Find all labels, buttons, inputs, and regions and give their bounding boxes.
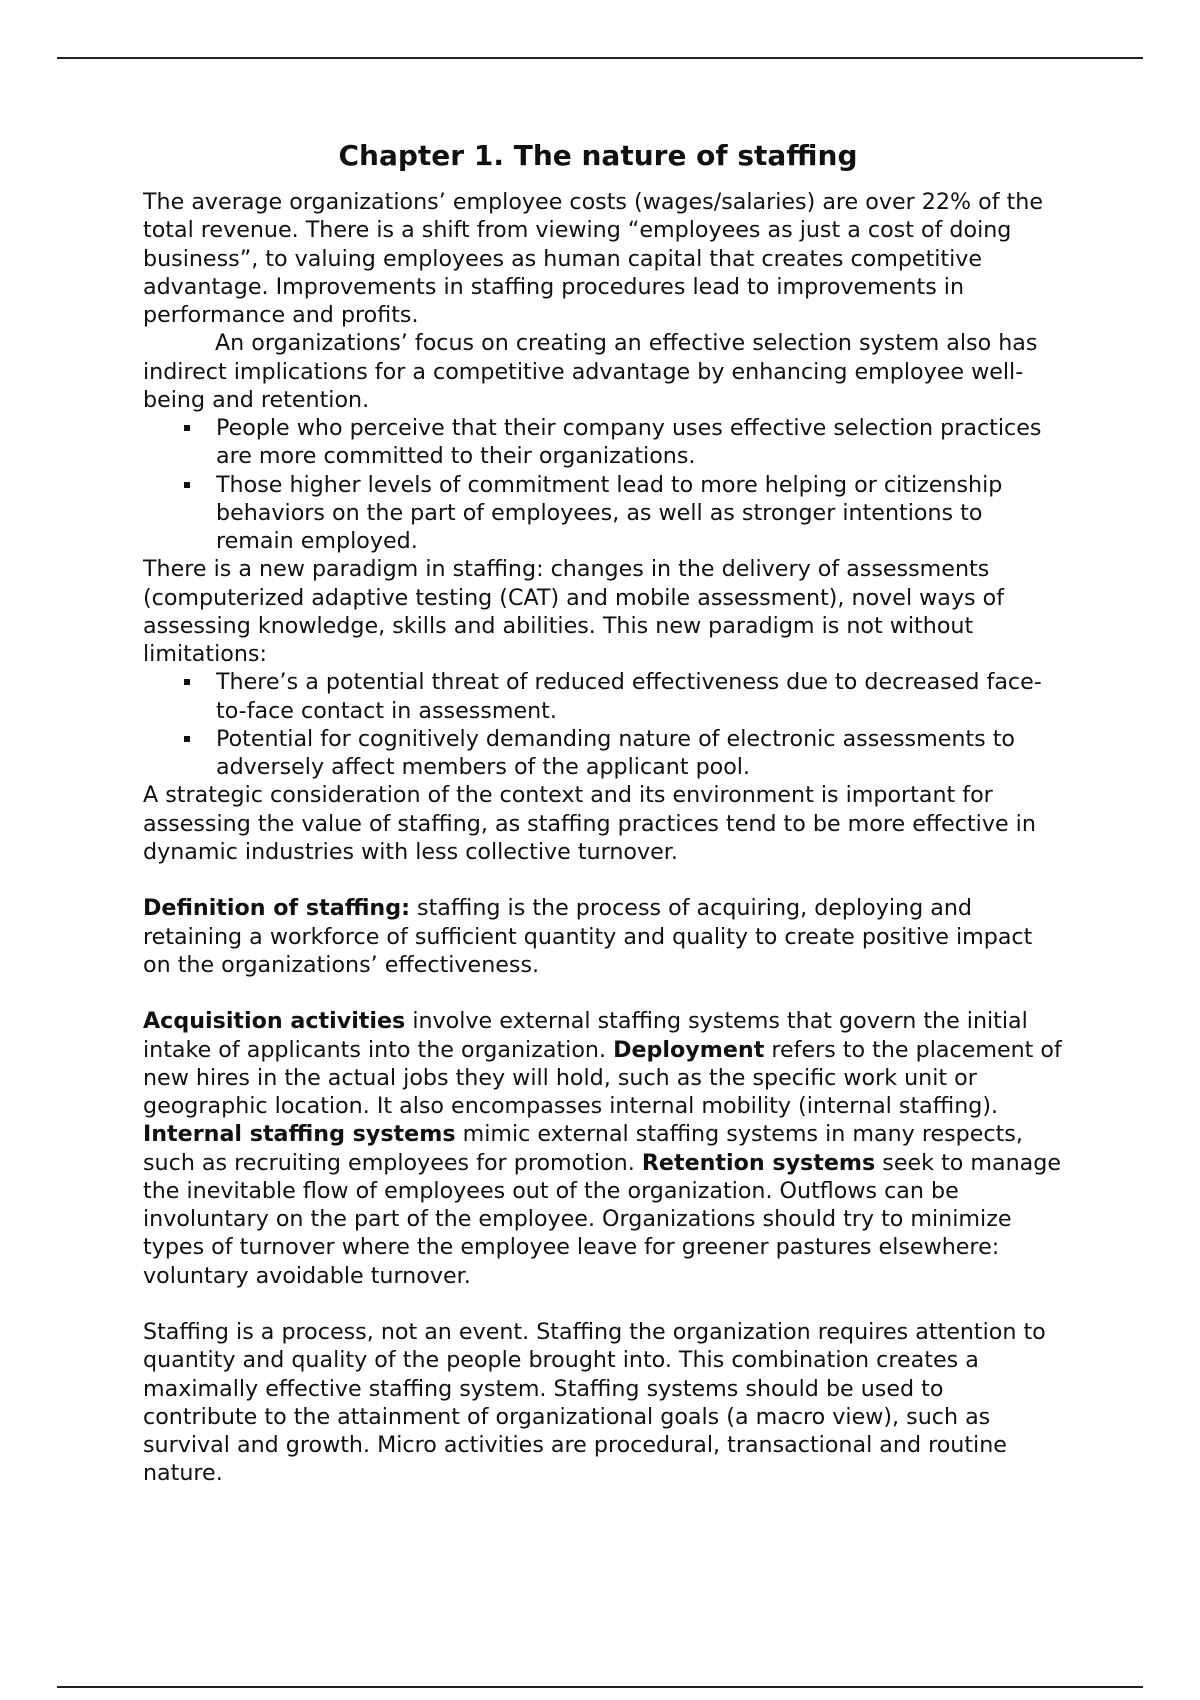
- paragraph-spacer: [143, 1290, 1063, 1318]
- paragraph-spacer: [143, 866, 1063, 894]
- deployment-text: refers to the placement of new hires in the actual jobs they will hold, such as the specific work unit or geographic location. It also encompasses internal mobility (internal staffing).: [143, 1036, 1062, 1119]
- definition-term: Definition of staffing:: [143, 895, 410, 922]
- document-body: [143, 138, 1063, 1488]
- list-item: There’s a potential threat of reduced effectiveness due to decreased face-to-face contact in assessment.: [216, 668, 1063, 725]
- header-rule: [57, 57, 1143, 59]
- selection-paragraph: An organizations’ focus on creating an effective selection system also has indirect implications for a competitive advantage by enhancing employee well-being and retention.: [143, 330, 1038, 413]
- retention-term: Retention systems: [641, 1149, 876, 1176]
- footer-rule: [57, 1686, 1143, 1688]
- commitment-bullet-list: [143, 414, 1063, 555]
- strategic-paragraph: A strategic consideration of the context and its environment is important for assessing the value of staffing, as staffing practices tend to be more effective in dynamic industries with less collective turnover.: [143, 782, 1036, 865]
- paradigm-paragraph: There is a new paradigm in staffing: changes in the delivery of assessments (computerized adaptive testing (CAT) and mobile assessment), novel ways of assessing knowledge, skills and abilities. This new paradigm is not without limitations:: [143, 556, 1005, 667]
- activities-paragraph: [143, 1007, 1063, 1290]
- definition-text: staffing is the process of acquiring, deploying and retaining a workforce of sufficient quantity and quality to create positive impact on the organizations’ effectiveness.: [143, 895, 1033, 978]
- limitations-bullet-list: [143, 668, 1063, 781]
- list-item: Potential for cognitively demanding nature of electronic assessments to adversely affect members of the applicant pool.: [216, 725, 1063, 782]
- internal-staffing-text: mimic external staffing systems in many respects, such as recruiting employees for promotion.: [143, 1121, 1023, 1176]
- deployment-term: Deployment: [613, 1036, 765, 1063]
- acquisition-term: Acquisition activities: [143, 1008, 406, 1035]
- acquisition-text: involve external staffing systems that govern the initial intake of applicants into the organization.: [143, 1008, 1028, 1063]
- definition-paragraph: [143, 894, 1063, 979]
- internal-staffing-term: Internal staffing systems: [143, 1121, 456, 1148]
- retention-text: seek to manage the inevitable flow of employees out of the organization. Outflows can be involuntary on the part of the employee. Organizations should try to minimize types of turnover where the employee leave for greener pastures elsewhere: voluntary avoidable turnover.: [143, 1149, 1061, 1289]
- process-paragraph: Staffing is a process, not an event. Staffing the organization requires attention to quantity and quality of the people brought into. This combination creates a maximally effective staffing system. Staffing systems should be used to contribute to the attainment of organizational goals (a macro view), such as survival and growth. Micro activities are procedural, transactional and routine nature.: [143, 1319, 1046, 1487]
- list-item: People who perceive that their company uses effective selection practices are more committed to their organizations.: [216, 414, 1063, 471]
- chapter-title: Chapter 1. The nature of staffing: [338, 139, 858, 172]
- intro-paragraph: The average organizations’ employee costs (wages/salaries) are over 22% of the total revenue. There is a shift from viewing “employees as just a cost of doing business”, to valuing employees as human capital that creates competitive advantage. Improvements in staffing procedures lead to improvements in performance and profits.: [143, 189, 1044, 328]
- list-item: Those higher levels of commitment lead to more helping or citizenship behaviors on the part of employees, as well as stronger intentions to remain employed.: [216, 471, 1063, 556]
- paragraph-spacer: [143, 979, 1063, 1007]
